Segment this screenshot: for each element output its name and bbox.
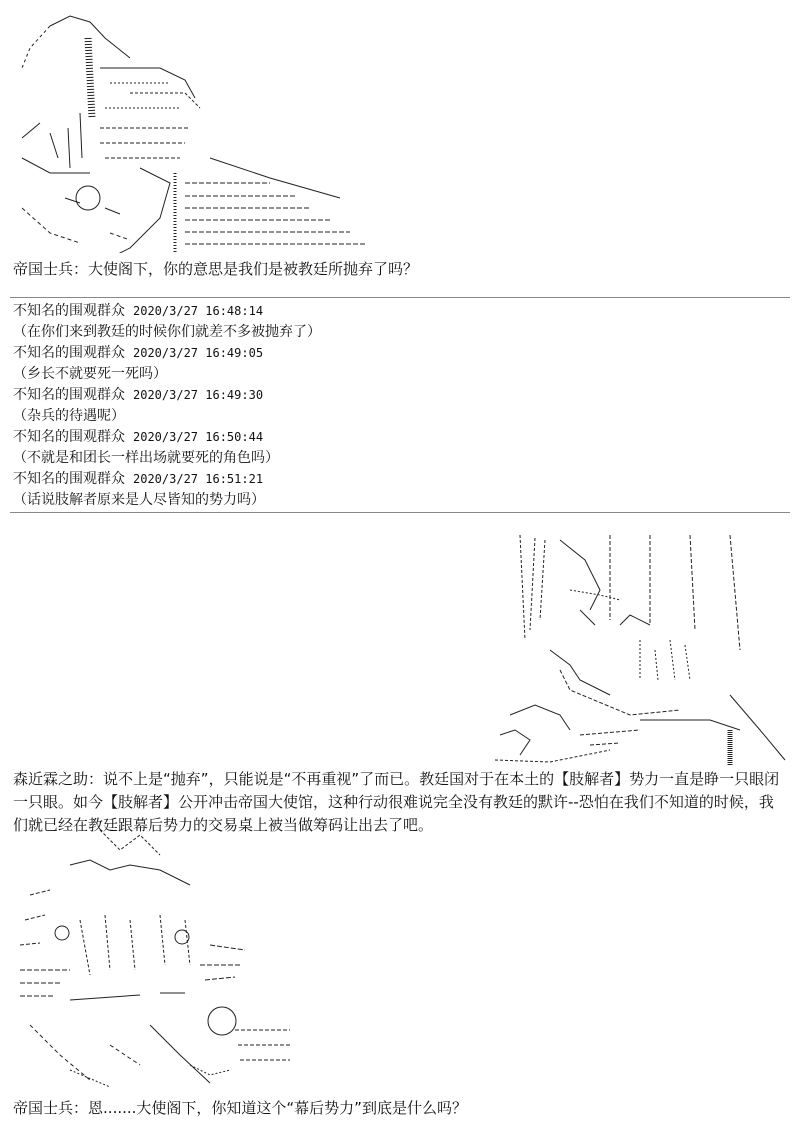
- dialogue-line-2: 森近霖之助：说不上是“抛弃”，只能说是“不再重视”了而已。教廷国对于在本土的【肢解者】势力一直是睁一只眼闭一只眼。如今【肢解者】公开冲击帝国大使馆，这种行动很难说完全没有教廷的默许--恐怕在我们不知道的时候，我们就已经在教廷跟幕后势力的交易桌上被当做筹码让出去了吧。: [13, 770, 780, 834]
- speaker-name: 帝国士兵: [13, 260, 74, 278]
- comment-author: 不知名的围观群众: [13, 429, 125, 445]
- comment-time: 2020/3/27 16:50:44: [133, 430, 264, 444]
- dialogue-text: 说不上是“抛弃”，只能说是“不再重视”了而已。教廷国对于在本土的【肢解者】势力一直是睁一只眼闭一只眼。如今【肢解者】公开冲击帝国大使馆，这种行动很难说完全没有教廷的默许--恐怕在我们不知道的时候，我们就已经在教廷跟幕后势力的交易桌上被当做筹码让出去了吧。: [13, 770, 780, 834]
- comment-section: [10, 297, 790, 513]
- comment-author: 不知名的围观群众: [13, 303, 125, 319]
- comment-text: （话说肢解者原来是人尽皆知的势力吗）: [13, 492, 265, 508]
- comment-text: （杂兵的待遇呢）: [13, 408, 125, 424]
- comment-author: 不知名的围观群众: [13, 387, 125, 403]
- comment-time: 2020/3/27 16:49:05: [133, 346, 264, 360]
- comment-text: （在你们来到教廷的时候你们就差不多被抛弃了）: [13, 324, 321, 340]
- comment-author: 不知名的围观群众: [13, 471, 125, 487]
- comment-author: 不知名的围观群众: [13, 345, 125, 361]
- comment-meta: [13, 469, 263, 489]
- dialogue-line-3: 帝国士兵：恩.......大使阁下，你知道这个“幕后势力”到底是什么吗？: [13, 1099, 467, 1117]
- dialogue-text: 恩.......大使阁下，你知道这个“幕后势力”到底是什么吗？: [88, 1099, 467, 1117]
- speaker-name: 帝国士兵: [13, 1099, 74, 1117]
- comment-meta: [13, 427, 263, 447]
- comment-text: （不就是和团长一样出场就要死的角色吗）: [13, 450, 279, 466]
- rinnosuke-ascii-art: [490, 530, 790, 765]
- dialogue-text: 大使阁下，你的意思是我们是被教廷所抛弃了吗？: [88, 260, 419, 278]
- comment-meta: [13, 385, 263, 405]
- comment-time: 2020/3/27 16:49:30: [133, 388, 264, 402]
- comment-meta: [13, 301, 263, 321]
- dialogue-line-1: 帝国士兵：大使阁下，你的意思是我们是被教廷所抛弃了吗？: [13, 260, 419, 278]
- soldier-ascii-art-2: [10, 825, 300, 1095]
- comment-meta: [13, 343, 263, 363]
- comment-time: 2020/3/27 16:48:14: [133, 304, 264, 318]
- speaker-name: 森近霖之助: [13, 770, 89, 788]
- soldier-ascii-art: [10, 8, 370, 253]
- comment-text: （乡长不就要死一死吗）: [13, 366, 167, 382]
- comment-time: 2020/3/27 16:51:21: [133, 472, 264, 486]
